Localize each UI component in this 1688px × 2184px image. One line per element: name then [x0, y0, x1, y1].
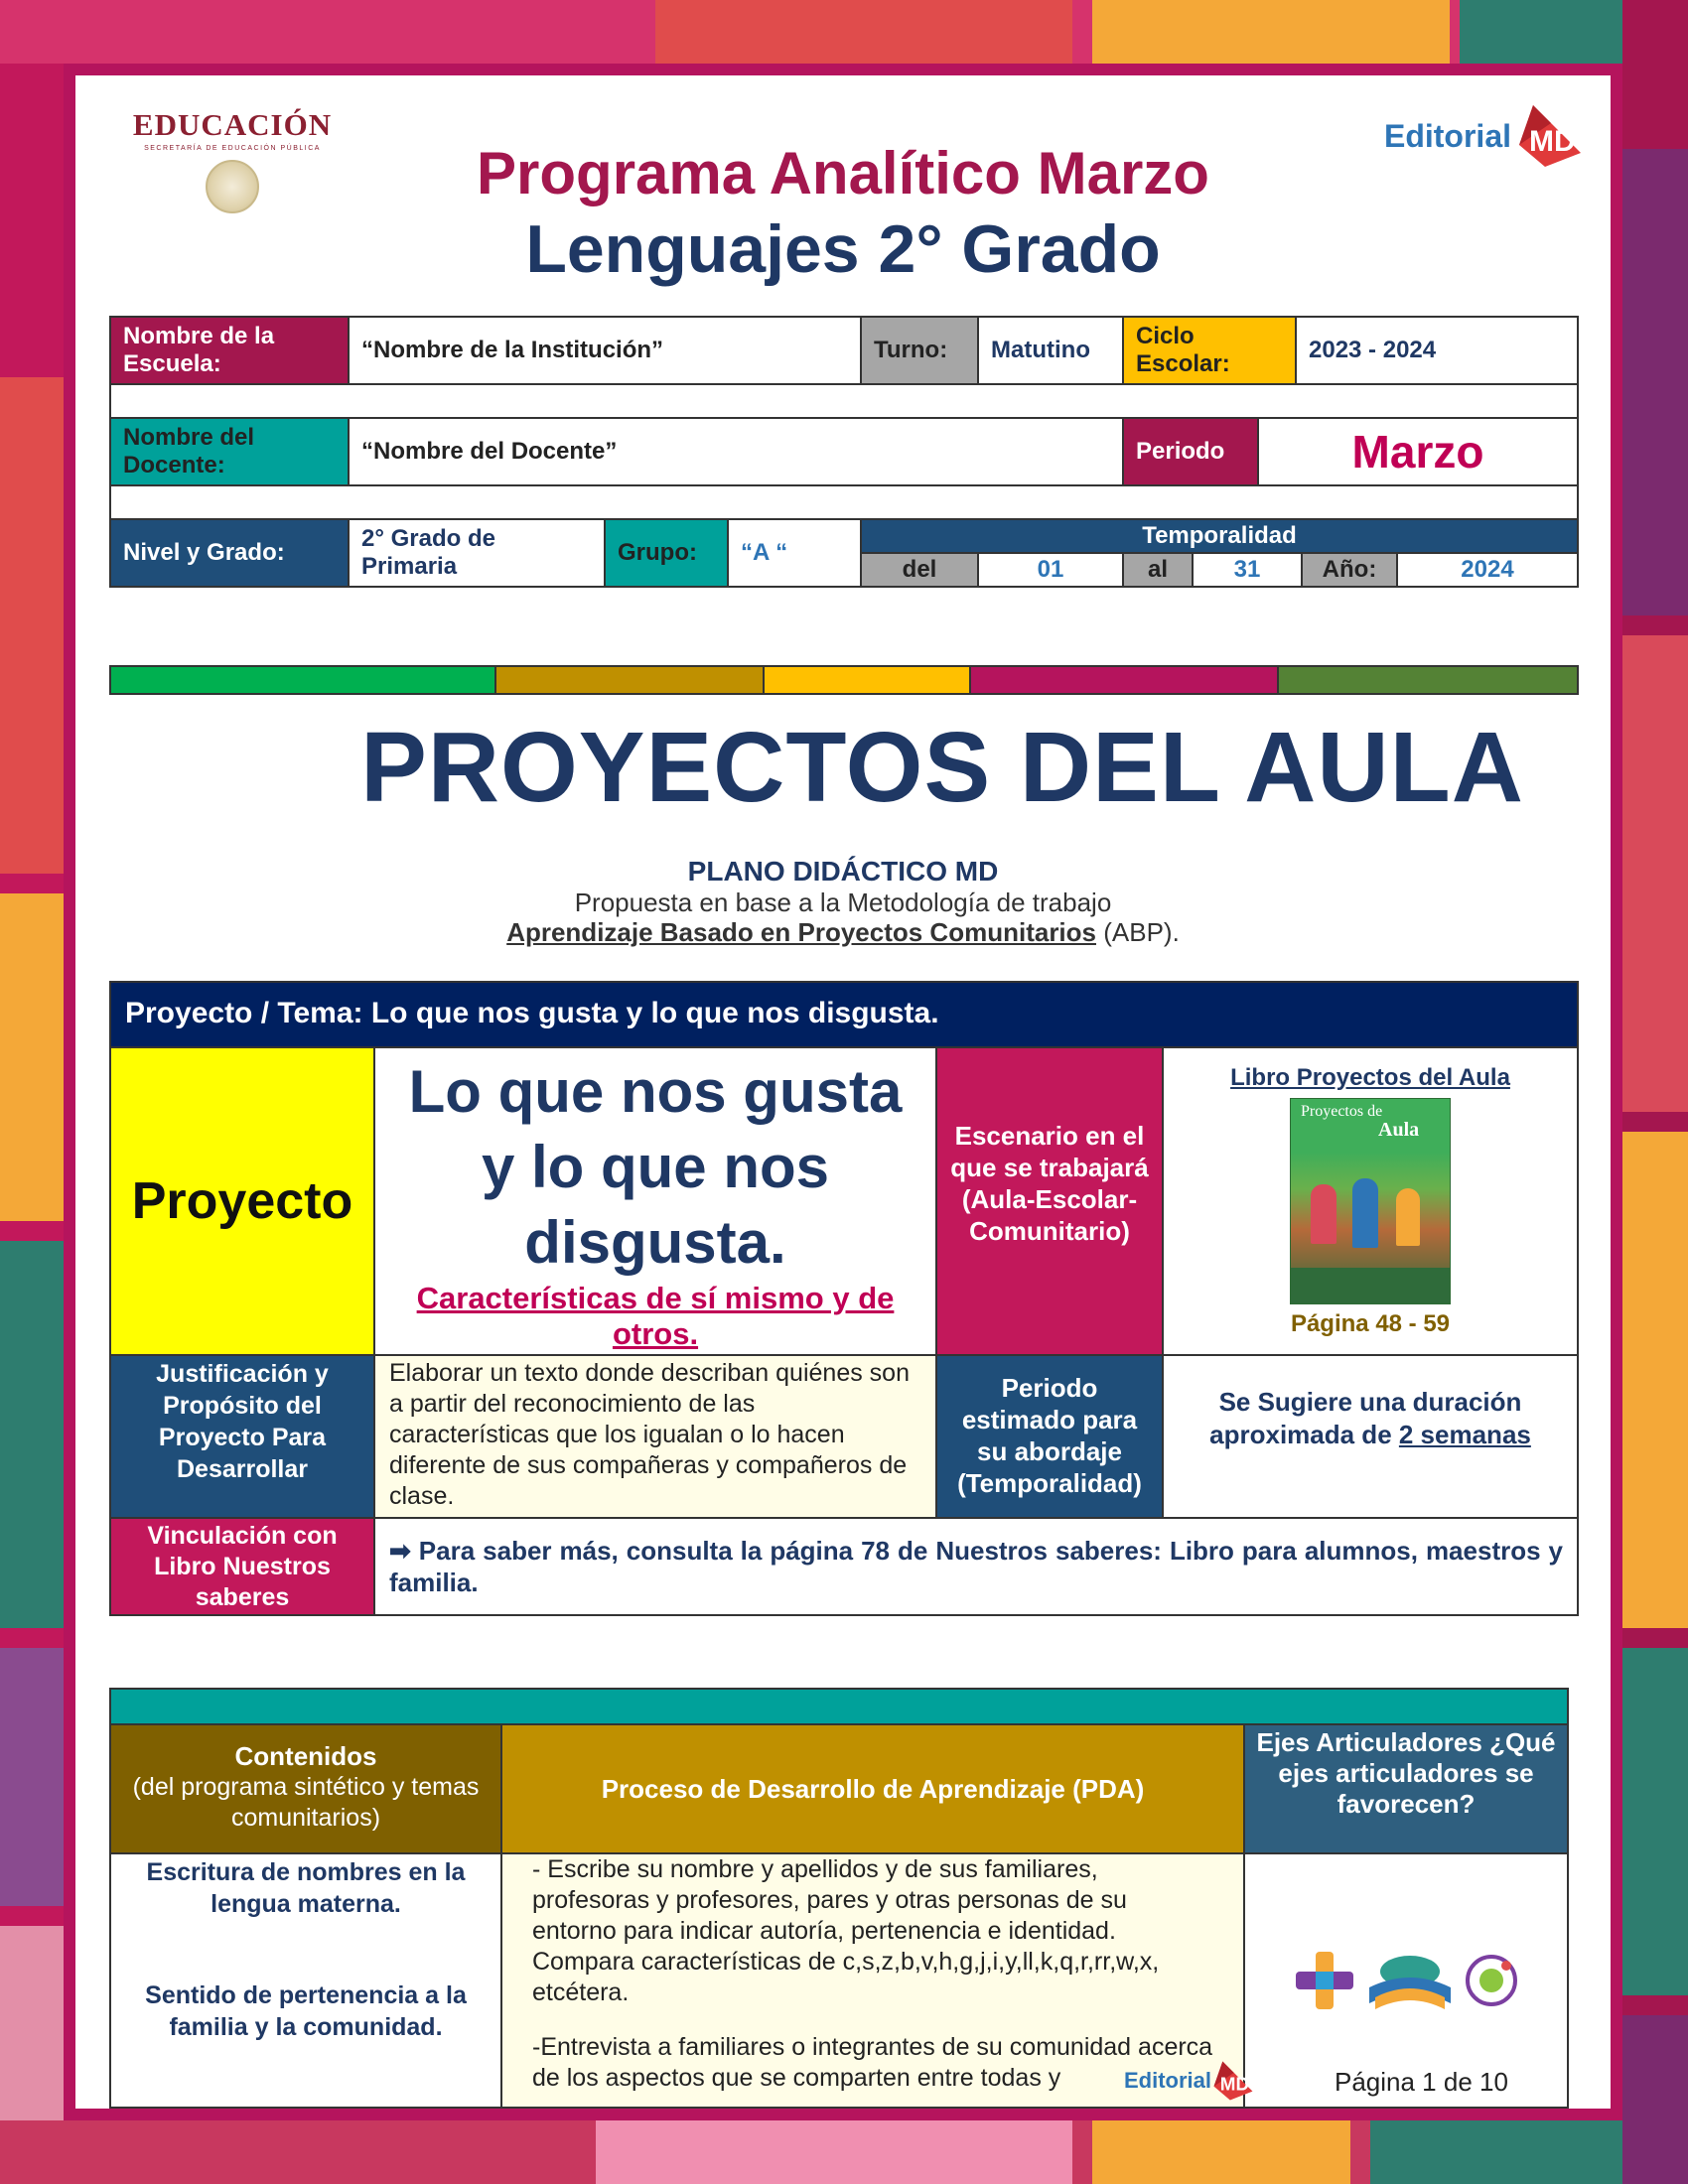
project-name-cell: [375, 1048, 937, 1356]
page-subtitle: Lenguajes 2° Grado: [525, 211, 1161, 287]
group-value: “A “: [728, 519, 861, 587]
abp-line: [75, 917, 1611, 948]
spacer-row: [109, 383, 1579, 417]
art-icon: [1463, 1948, 1520, 2013]
book-cover-image: [1290, 1098, 1451, 1304]
book-cell: [1164, 1048, 1577, 1356]
duration-cell: [1164, 1356, 1577, 1519]
period-label: Periodo: [1123, 418, 1258, 485]
shift-value: Matutino: [978, 317, 1123, 384]
school-name-label: Nombre de la Escuela:: [110, 317, 349, 384]
proyecto-label: Proyecto: [131, 1172, 353, 1230]
sep-logo-word: EDUCACIÓN: [132, 107, 333, 142]
justification-label: Justificación y Propósito del Proyecto Para Desarrollar: [111, 1356, 375, 1519]
group-label: Grupo:: [605, 519, 728, 587]
inclusion-icon: [1292, 1948, 1357, 2013]
book-pages: Página 48 - 59: [1290, 1310, 1451, 1337]
project-name: Lo que nos gusta y lo que nos disgusta.: [408, 1058, 903, 1276]
footer-editorial-logo: [1124, 2059, 1255, 2103]
abp-link[interactable]: Aprendizaje Basado en Proyectos Comunitarios: [506, 917, 1096, 947]
estimated-period-label: Periodo estimado para su abordaje (Temporalidad): [937, 1356, 1164, 1519]
period-value: Marzo: [1258, 418, 1578, 485]
book-cover-title-main: Aula: [1378, 1119, 1420, 1141]
pda-header: Proceso de Desarrollo de Aprendizaje (PDA): [502, 1725, 1245, 1852]
ejes-header: Ejes Articuladores ¿Qué ejes articuladores se favorecen?: [1245, 1725, 1567, 1852]
book-link[interactable]: Libro Proyectos del Aula: [1230, 1064, 1510, 1091]
document-page: [64, 64, 1622, 2120]
spacer-row: [109, 484, 1579, 518]
school-name-value: “Nombre de la Institución”: [349, 317, 861, 384]
proyecto-label-cell: [111, 1048, 375, 1356]
scenario-cell: Escenario en el que se trabajará (Aula-Escolar-Comunitario): [937, 1048, 1164, 1356]
pda-item: -Entrevista a familiares o integrantes de su comunidad acerca de los aspectos que se comparten entre todas y: [532, 2033, 1213, 2092]
duration-link[interactable]: 2 semanas: [1398, 1420, 1531, 1449]
shift-label: Turno:: [861, 317, 978, 384]
content-item: Escritura de nombres en la lengua materna.: [146, 1858, 466, 1918]
vinculacion-label: Vinculación con Libro Nuestros saberes: [111, 1519, 375, 1614]
pda-item: - Escribe su nombre y apellidos y de sus familiares, profesoras y profesores, pares y otras personas de su entorno para indicar autoría, pertenencia e identidad.: [532, 1855, 1127, 1945]
teacher-info-table: [109, 417, 1579, 486]
sep-logo-subtitle: SECRETARÍA DE EDUCACIÓN PÚBLICA: [144, 145, 321, 152]
teal-divider-row: [111, 1690, 1567, 1725]
vinculacion-cell: [375, 1519, 1577, 1614]
reading-icon: [1365, 1948, 1455, 2013]
abp-suffix: (ABP).: [1096, 917, 1180, 947]
level-grade-value: 2° Grado de Primaria: [349, 519, 605, 587]
teacher-name-value: “Nombre del Docente”: [349, 418, 1123, 485]
contents-table: [109, 1688, 1569, 2109]
svg-text:MD: MD: [1529, 125, 1576, 158]
svg-text:MD: MD: [1219, 2073, 1250, 2095]
editorial-logo-text: Editorial: [1383, 117, 1511, 154]
arrow-right-icon: ➡: [389, 1536, 419, 1566]
book-cover-title-top: Proyectos de: [1301, 1103, 1383, 1120]
temporality-header: Temporalidad: [861, 519, 1578, 553]
page-number: Página 1 de 10: [1335, 2067, 1508, 2097]
project-table: [109, 981, 1579, 1616]
md-logo-icon: [1211, 2059, 1255, 2103]
contents-cell: [111, 1854, 502, 2107]
from-value: 01: [978, 553, 1123, 587]
project-header: Proyecto / Tema: Lo que nos gusta y lo que nos disgusta.: [111, 983, 1577, 1048]
school-cycle-label: Ciclo Escolar:: [1123, 317, 1296, 384]
proposal-text: Propuesta en base a la Metodología de trabajo: [574, 887, 1112, 917]
page-title: Programa Analítico Marzo: [477, 140, 1209, 206]
from-label: del: [861, 553, 978, 587]
contents-header: [111, 1725, 502, 1852]
to-label: al: [1123, 553, 1193, 587]
section-title: PROYECTOS DEL AULA: [360, 712, 1524, 823]
footer-logo-text: Editorial: [1124, 2068, 1212, 2093]
school-cycle-value: 2023 - 2024: [1296, 317, 1578, 384]
level-info-table: [109, 518, 1579, 588]
teacher-name-label: Nombre del Docente:: [110, 418, 349, 485]
school-info-table: [109, 316, 1579, 385]
contents-header-title: Contenidos: [234, 1741, 377, 1771]
content-item: Sentido de pertenencia a la familia y la comunidad.: [145, 1981, 467, 2041]
characteristics-link[interactable]: Características de sí mismo y de otros.: [416, 1281, 895, 1351]
color-bar-divider: [109, 665, 1579, 695]
to-value: 31: [1193, 553, 1302, 587]
plano-heading: PLANO DIDÁCTICO MD: [687, 856, 999, 887]
pda-item: Compara características de c,s,z,b,v,h,g,j,i,y,ll,k,q,r,rr,w,x, etcétera.: [532, 1948, 1160, 2006]
level-grade-label: Nivel y Grado:: [110, 519, 349, 587]
year-label: Año:: [1302, 553, 1397, 587]
contents-header-subtitle: (del programa sintético y temas comunitarios): [132, 1773, 480, 1832]
duration-text: Se Sugiere una duración aproximada de: [1209, 1387, 1522, 1449]
justification-text: Elaborar un texto donde describan quiénes son a partir del reconocimiento de las características que los igualan o lo hacen diferente de sus compañeras y compañeros de clase.: [375, 1356, 937, 1519]
year-value: 2024: [1397, 553, 1578, 587]
vinculacion-text: Para saber más, consulta la página 78 de Nuestros saberes: Libro para alumnos, maestros y familia.: [389, 1536, 1564, 1597]
